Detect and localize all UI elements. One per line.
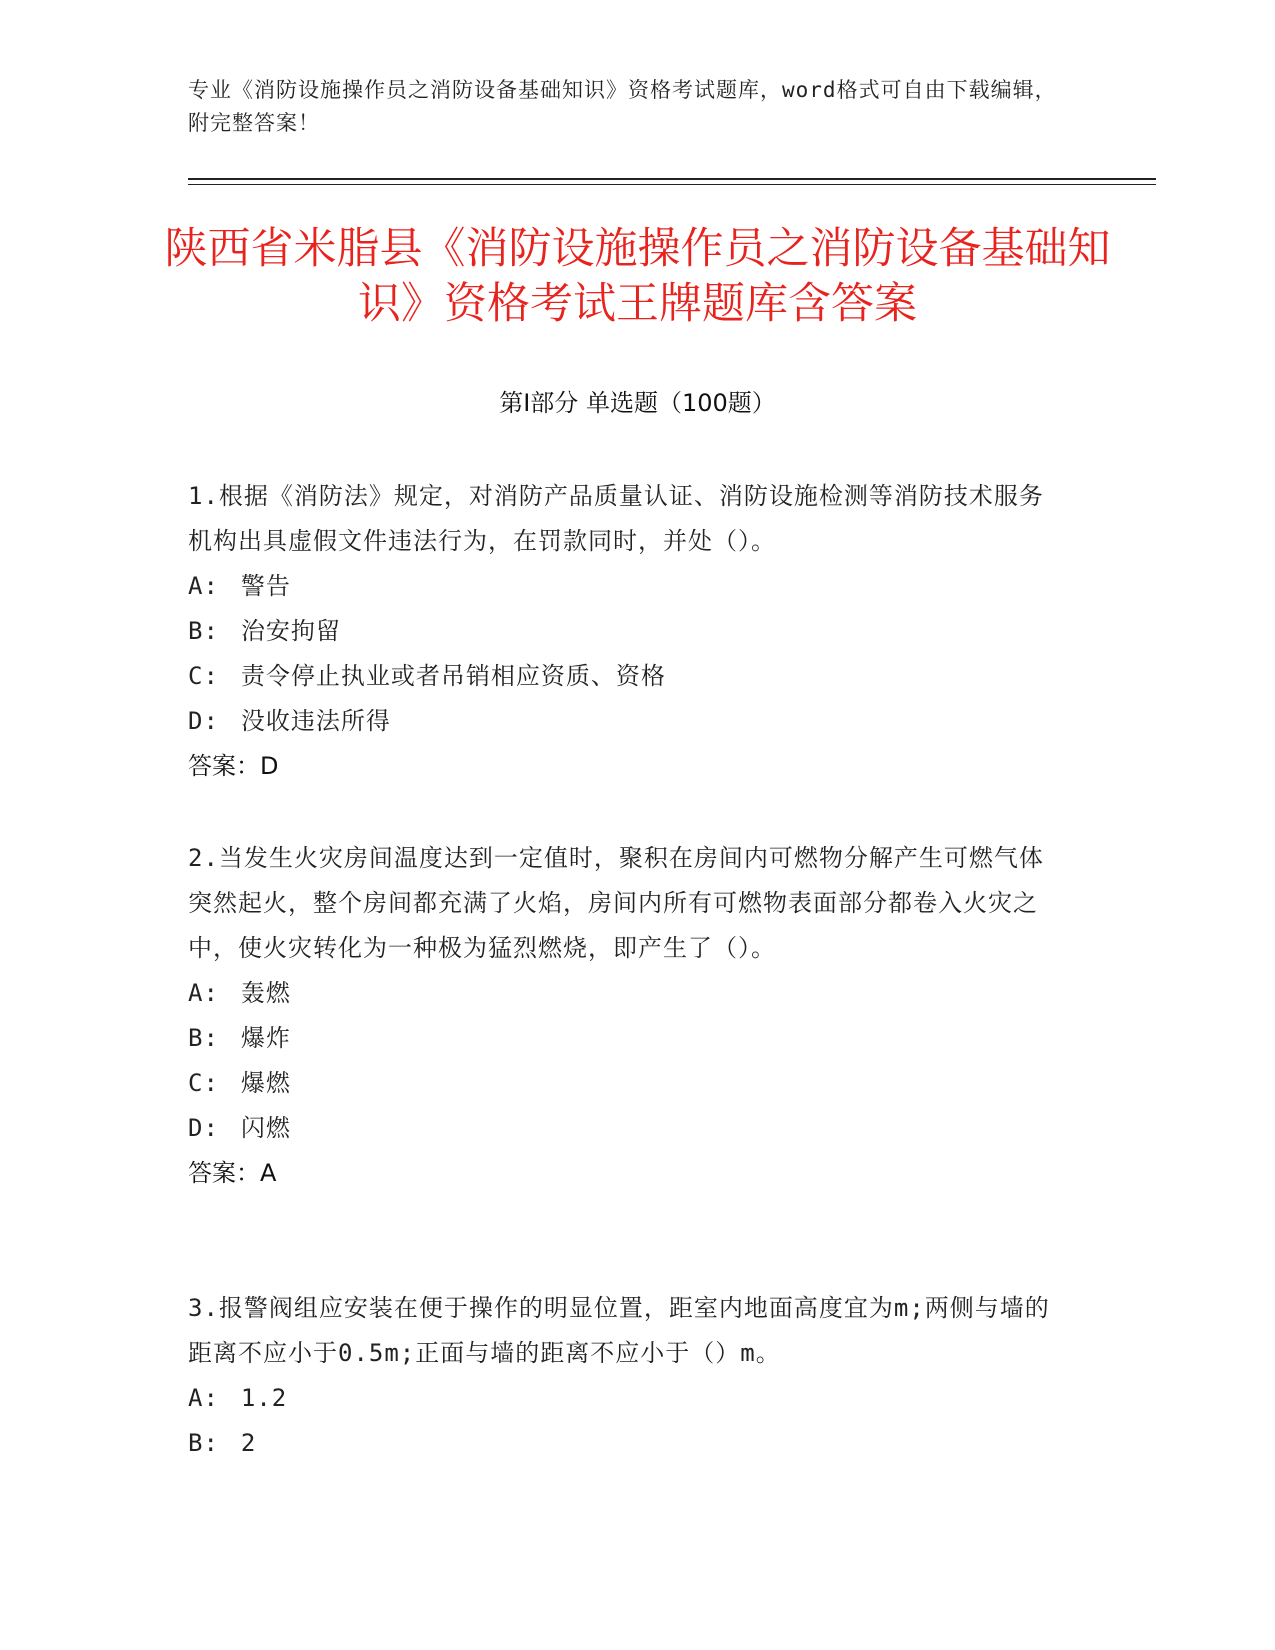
option-b bbox=[188, 1421, 1068, 1466]
option-a bbox=[188, 971, 1068, 1016]
question-text: 2.当发生火灾房间温度达到一定值时，聚积在房间内可燃物分解产生可燃气体突然起火，整个房间都充满了火焰，房间内所有可燃物表面部分都卷入火灾之中，使火灾转化为一种极为猛烈燃烧，即产生了（）。 bbox=[188, 844, 1044, 962]
option-text: 治安拘留 bbox=[240, 617, 341, 645]
option-key: A: bbox=[188, 1384, 219, 1412]
option-key: C: bbox=[188, 1069, 219, 1097]
option-text: 没收违法所得 bbox=[240, 707, 391, 735]
question-block bbox=[188, 474, 1068, 789]
header-rule-thin bbox=[188, 184, 1156, 185]
option-text: 爆炸 bbox=[240, 1024, 291, 1052]
option-d bbox=[188, 699, 1068, 744]
option-b bbox=[188, 1016, 1068, 1061]
option-a bbox=[188, 564, 1068, 609]
answer-line: 答案：A bbox=[188, 1159, 277, 1187]
question-block bbox=[188, 1286, 1068, 1466]
option-key: D: bbox=[188, 1114, 219, 1142]
option-a bbox=[188, 1376, 1068, 1421]
document-title: 陕西省米脂县《消防设施操作员之消防设备基础知识》资格考试王牌题库含答案 bbox=[164, 224, 1111, 329]
option-d bbox=[188, 1106, 1068, 1151]
question-text: 3.报警阀组应安装在便于操作的明显位置，距室内地面高度宜为m;两侧与墙的距离不应小于0.5m;正面与墙的距离不应小于（）m。 bbox=[188, 1294, 1050, 1367]
option-text: 1.2 bbox=[240, 1384, 288, 1412]
option-key: B: bbox=[188, 1024, 219, 1052]
option-b bbox=[188, 609, 1068, 654]
option-text: 责令停止执业或者吊销相应资质、资格 bbox=[240, 662, 666, 690]
option-text: 警告 bbox=[240, 572, 291, 600]
option-text: 2 bbox=[240, 1429, 257, 1457]
option-text: 轰燃 bbox=[240, 979, 291, 1007]
option-key: C: bbox=[188, 662, 219, 690]
header-note: 专业《消防设施操作员之消防设备基础知识》资格考试题库，word格式可自由下载编辑，附完整答案！ bbox=[188, 78, 1057, 135]
question-text: 1.根据《消防法》规定，对消防产品质量认证、消防设施检测等消防技术服务机构出具虚假文件违法行为，在罚款同时，并处（）。 bbox=[188, 482, 1044, 555]
option-text: 闪燃 bbox=[240, 1114, 291, 1142]
answer-line: 答案：D bbox=[188, 752, 279, 780]
option-key: A: bbox=[188, 572, 219, 600]
option-key: B: bbox=[188, 1429, 219, 1457]
option-key: A: bbox=[188, 979, 219, 1007]
option-c bbox=[188, 1061, 1068, 1106]
question-block bbox=[188, 836, 1068, 1196]
option-key: B: bbox=[188, 617, 219, 645]
option-text: 爆燃 bbox=[240, 1069, 291, 1097]
header-rule-thick bbox=[188, 178, 1156, 180]
option-key: D: bbox=[188, 707, 219, 735]
option-c bbox=[188, 654, 1068, 699]
section-title: 第Ⅰ部分 单选题（100题） bbox=[499, 389, 776, 417]
